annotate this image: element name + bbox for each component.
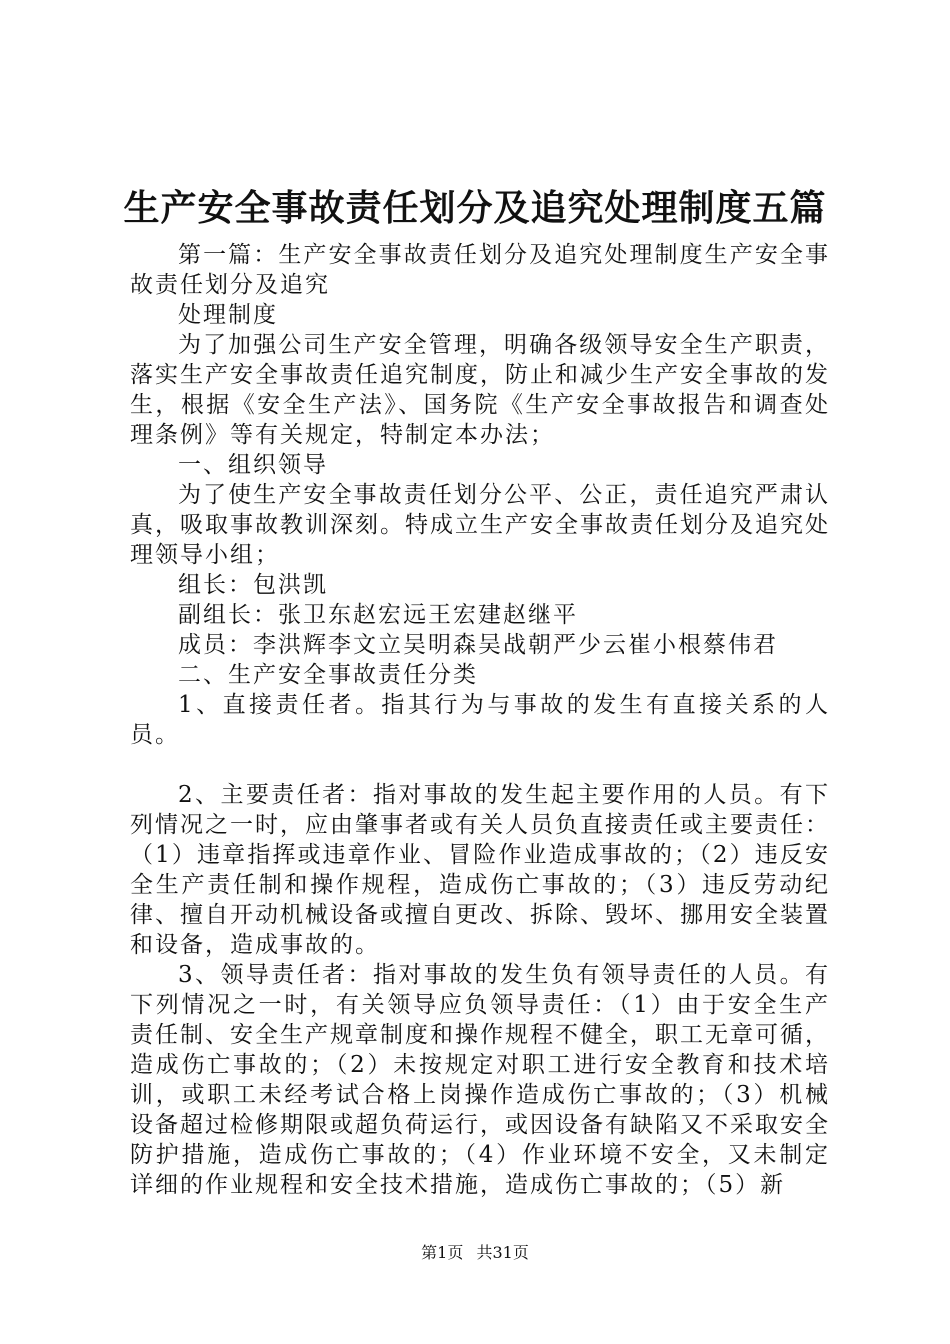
paragraph-deputy-leaders: 副组长：张卫东赵宏远王宏建赵继平	[178, 602, 578, 628]
document-body	[130, 240, 830, 1200]
section-heading-organization: 一、组织领导	[178, 452, 328, 478]
paragraph-organization: 为了使生产安全事故责任划分公平、公正，责任追究严肃认真，吸取事故教训深刻。特成立生产安全事故责任划分及追究处理领导小组；	[130, 482, 830, 568]
paragraph-group-leader: 组长：包洪凯	[178, 572, 328, 598]
paragraph-intro: 第一篇：生产安全事故责任划分及追究处理制度生产安全事故责任划分及追究	[130, 242, 830, 298]
paragraph-purpose: 为了加强公司生产安全管理，明确各级领导安全生产职责，落实生产安全事故责任追究制度，防止和减少生产安全事故的发生，根据《安全生产法》、国务院《生产安全事故报告和调查处理条例》等有关规定，特制定本办法；	[130, 332, 830, 448]
document-title: 生产安全事故责任划分及追究处理制度五篇	[123, 187, 827, 229]
paragraph-leadership-responsibility: 3、领导责任者：指对事故的发生负有领导责任的人员。有下列情况之一时，有关领导应负领导责任：（1）由于安全生产责任制、安全生产规章制度和操作规程不健全，职工无章可循，造成伤亡事故的；（2）未按规定对职工进行安全教育和技术培训，或职工未经考试合格上岗操作造成伤亡事故的；（3）机械设备超过检修期限或超负荷运行，或因设备有缺陷又不采取安全防护措施，造成伤亡事故的；（4）作业环境不安全，又未制定详细的作业规程和安全技术措施，造成伤亡事故的；（5）新	[130, 962, 830, 1198]
page-footer	[0, 1243, 950, 1263]
paragraph-main-responsibility: 2、主要责任者：指对事故的发生起主要作用的人员。有下列情况之一时，应由肇事者或有关人员负直接责任或主要责任：（1）违章指挥或违章作业、冒险作业造成事故的；（2）违反安全生产责任制和操作规程，造成伤亡事故的；（3）违反劳动纪律、擅自开动机械设备或擅自更改、拆除、毁坏、挪用安全装置和设备，造成事故的。	[130, 782, 830, 958]
paragraph-intro-continued: 处理制度	[178, 302, 278, 328]
page-total: 共31页	[476, 1243, 529, 1262]
paragraph-direct-responsibility: 1、直接责任者。指其行为与事故的发生有直接关系的人员。	[130, 692, 830, 748]
paragraph-members: 成员：李洪辉李文立吴明森吴战朝严少云崔小根蔡伟君	[178, 632, 778, 658]
page-number: 第1页	[421, 1243, 464, 1262]
section-heading-classification: 二、生产安全事故责任分类	[178, 662, 478, 688]
